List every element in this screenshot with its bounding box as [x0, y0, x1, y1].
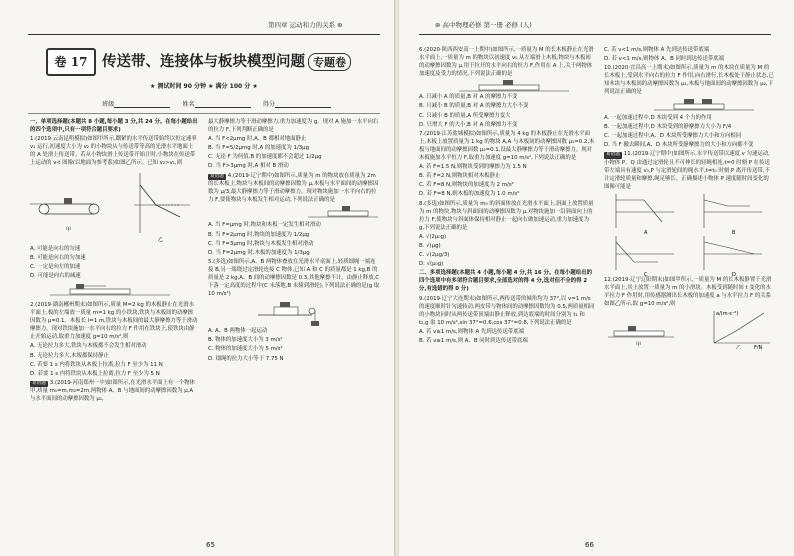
- option-b[interactable]: B. 物体的加速度大小为 3 m/s²: [208, 337, 283, 344]
- left-col-2: [208, 118, 380, 364]
- figure-11-graphs: [604, 192, 774, 276]
- option-b[interactable]: B. 若 F=2 N,则物块相对木板静止: [419, 173, 501, 180]
- graph-label-a: A: [644, 229, 648, 236]
- option-a[interactable]: A. 若 F=1.5 N,则物块受到的摩擦力为 1.5 N: [419, 164, 527, 171]
- score-label: 得分: [262, 101, 276, 108]
- page-title-text: 传送带、连接体与板块模型问题: [102, 54, 305, 70]
- figure-2: [30, 281, 198, 301]
- option-b[interactable]: B. 当 F=5/2μmg 时,A 的加速度为 1/3μg: [208, 145, 310, 152]
- figure-12-xaxis: F/N: [754, 345, 763, 350]
- question-1: 1.(2019·云南昆明模拟)如图甲所示,绷紧的水平传送带始终以恒定速率 v₁ 运行,初速度大小为 v₂ 的小物块从与传送带等高的光滑水平地面上的 A 处滑上传送带。若从小物块滑上传送带开始计时,小物块在传送带上运动的 v-t 图像(以地面为参考系)如图乙所示。已知 v₂>v₁,则: [30, 136, 197, 167]
- figure-11-svg: [604, 192, 774, 276]
- option-d[interactable]: D. 当 F>3μmg 时,A 相对 B 滑动: [208, 163, 289, 170]
- option-c[interactable]: C. 若要 1 s 内将铁块从木板上拉离,拉力 F 至少为 11 N: [30, 361, 163, 368]
- figure-12-yaxis: a/(m·s⁻²): [716, 311, 739, 318]
- option-b[interactable]: B. √(μg): [419, 242, 441, 249]
- left-page-header: 第四章 运动和力的关系 ⊛: [268, 21, 343, 29]
- question-4: 4.(2019·辽宁期中)如图所示,质量为 m 的物块放在质量为 2m 的长木板上,物块与木板间的动摩擦因数为 μ,木板与水平面间的动摩擦因数为 μ/3,最大静摩擦力等于滑动摩擦力。现对物块施加一水平向右的拉力 F,要使物块与木板发生相对运动,下列说法正确的是: [208, 172, 379, 204]
- option-c[interactable]: C. 一起加速过程中,A、D 木块所受摩擦力大小和方向相同: [604, 132, 742, 139]
- figure-6: [419, 79, 595, 93]
- question-3-continued: 最大静摩擦力等于滑动摩擦力,重力加速度为 g。现对 A 施加一水平向右的拉力 F,下列判断正确的是: [208, 119, 379, 134]
- option-c[interactable]: C. 无论 F 为何值,B 的加速度都不会超过 1/2μg: [208, 154, 322, 161]
- right-col-2: [604, 46, 774, 349]
- option-d[interactable]: D. 若 v<1 m/s,则物体 A、B 同时到达传送带底端: [604, 56, 725, 63]
- option-b[interactable]: B. 无论拉力多大,木板都保持静止: [30, 352, 109, 359]
- test-info: ★ 测试时间 90 分钟 ★ 满分 100 分 ★: [150, 83, 258, 90]
- name-field[interactable]: [195, 107, 251, 108]
- figure-5: [208, 299, 380, 327]
- question-10: 10.(2020·宜昌高一上期末)如图所示,质量为 m 的木块在质量为 M 的长木板上,受到水平向右的拉力 F 作用,向右滑行,长木板处于静止状态,已知木块与木板间的动摩擦因数为 μ₁,木板与地面间的动摩擦因数为 μ₂,下列说法正确的是: [604, 65, 774, 96]
- option-a[interactable]: A. A、B 两物体一起运动: [208, 328, 268, 335]
- unit-badge: 卷 17: [46, 48, 96, 76]
- question-tag: 易错题: [210, 173, 224, 179]
- section-heading: 一、单项选择题(本题共 8 小题,每小题 3 分,共 24 分。在每小题给出的四个选项中,只有一项符合题目要求): [30, 119, 198, 134]
- option-c[interactable]: C. 若 F=8 N,则物块的加速度为 2 m/s²: [419, 182, 514, 189]
- score-field[interactable]: [275, 107, 331, 108]
- header-rule: [419, 34, 771, 35]
- figure-4: [208, 205, 380, 221]
- option-d[interactable]: D. 当 F 撤去瞬间,A、D 木块所受静摩擦力的大小和方向都不变: [604, 141, 754, 148]
- figure-10: [604, 98, 774, 114]
- option-a[interactable]: A. 无论拉力多大,铁块与木板都不会发生相对滑动: [30, 343, 147, 350]
- option-d[interactable]: D. 细绳的拉力大小等于 7.75 N: [208, 355, 284, 362]
- title-tag: 专题卷: [308, 53, 351, 71]
- header-rule: [28, 34, 380, 35]
- option-c[interactable]: C. 若 v<1 m/s,则物体 A 先到达传送带底端: [604, 47, 710, 53]
- question-7: 7.(2019·江苏盐城模拟)如图所示,质量为 4 kg 的木板静止在光滑水平面上,木板上放置质量为 1 kg 的物块 A,A 与木板间的动摩擦因数 μ₁=0.2,木板与地面间的动摩擦因数 μ₂=0.1,设最大静摩擦力等于滑动摩擦力。现对木板施加水平恒力 F,取重力加速度 g=10 m/s²,下列说法正确的是: [419, 130, 595, 162]
- option-d[interactable]: D. 只增大 F 的大小,B 对 A 的摩擦力不变: [419, 121, 518, 128]
- figure-4-svg: [208, 205, 380, 221]
- figure-5-svg: [208, 299, 380, 327]
- option-c[interactable]: C. √(2μg/3): [419, 252, 450, 259]
- option-c[interactable]: C. 只减小 B 的质量,A 所受摩擦力变大: [419, 112, 511, 119]
- question-3: 3.(2019·河南郑州一中)如图所示,在光滑水平面上有一个物体甲,质量 m₁=m,m₂=2m,两物体 A、B 与地面间的动摩擦因数为 μ,A 与水平面间的动摩擦因数为 μ₁,: [30, 379, 195, 403]
- question-6: 6.(2020·陕西西安高一上期中)如图所示,一质量为 M 的长木板静止在光滑水平面上,一质量为 m 的物块以初速度 v₀ 从左端滑上木板,物块与木板间的动摩擦因数为 μ,用于拉开的水平向右的恒力 F,作用在 A 上,关于两物体加速度及受力的情况,下列说法正确的是: [419, 47, 594, 78]
- option-a[interactable]: A. 一起加速过程中,D 木块受到 4 个力的作用: [604, 114, 712, 121]
- option-d[interactable]: D. 可能是向右的减速: [30, 272, 81, 279]
- option-a[interactable]: A. √(2μ₀g): [419, 233, 447, 240]
- option-d[interactable]: D. 当 F=2μmg 时,木板的加速度为 1/3μg: [208, 249, 310, 256]
- name-label: 姓名: [182, 101, 195, 108]
- option-b[interactable]: B. 若 v≥1 m/s,则 A、B 同时到达传送带底端: [419, 338, 528, 344]
- question-9: 9.(2019·辽宁大连期末)如图所示,两传送带的倾角均为 37°,以 v=1 m/s 的速度顺时针匀速转动,两皮带与物体间的动摩擦因数均为 0.5,两质量相同的小物块同时从两传送带顶端由静止释放,到达底端的时间分别为 t₁ 和 t₂,g 取 10 m/s²,sin 37°=0.6,cos 37°=0.8,下列说法正确的是: [419, 295, 595, 326]
- option-a[interactable]: A. 当 F=μmg 时,物块和木板一定发生相对滑动: [208, 222, 321, 229]
- left-col-1: [30, 118, 198, 405]
- option-c[interactable]: C. 当 F=3μmg 时,物块与木板发生相对滑动: [208, 240, 314, 247]
- option-a[interactable]: A. 只减小 A 的质量,B 对 A 的摩擦力不变: [419, 94, 518, 101]
- section-heading-2: 二、多项选择题(本题共 4 小题,每小题 4 分,共 16 分。在每小题给出的四个选项中有多项符合题目要求,全部选对的得 4 分,选对但不全的得 2 分,有选错的得 0 分): [419, 270, 592, 293]
- figure-1: [30, 169, 198, 245]
- figure-2-svg: [30, 281, 198, 301]
- option-a[interactable]: A. 若 v≥1 m/s,则物体 A 先到达传送带底端: [419, 328, 524, 335]
- figure-12-svg: [604, 309, 774, 349]
- option-c[interactable]: C. 物体的加速度大小为 5 m/s²: [208, 346, 283, 353]
- info-line: [102, 99, 341, 108]
- option-d[interactable]: D. 若要 1 s 内将铁块从木板上拉离,拉力 F 至少为 5 N: [30, 370, 160, 377]
- option-d[interactable]: D. √(μ₀g): [419, 261, 444, 268]
- divider: [28, 113, 380, 114]
- question-11: 11.(2019·辽宁期中)如图所示,水平传送带以速度 v 匀速运动,小物体 P、Q 由通过定滑轮且不可伸长的轻绳相连,t=0 时刻 P 在传送带左端具有速度 v₀,P 与定滑轮间的绳水平,t=t₀ 时刻 P 离开传送带,不计定滑轮质量和摩擦,绳足够长。正确描述小物体 P 速度随时间变化的图像可能是: [604, 150, 770, 190]
- class-field[interactable]: [114, 107, 170, 108]
- figure-12-label-a: 甲: [636, 342, 642, 349]
- option-b[interactable]: B. 只减小 B 的质量,B 对 A 的摩擦力大小不变: [419, 103, 529, 110]
- question-2: 2.(2019·湖南郴州期末)如图所示,质量 M=2 kg 的木板静止在光滑水平面上,板的左端放一质量 m=1 kg 的小铁块,铁块与木板间的动摩擦因数为 μ=0.1。木板长 l=1 m,铁块与木板间的最大静摩擦力等于滑动摩擦力。现对铁块施加一水平向右的拉力 F 作用在铁块上,使铁块由静止开始运动,取重力加速度 g=10 m/s²,则: [30, 301, 198, 341]
- option-b[interactable]: B. 可能是向右的匀加速: [30, 254, 86, 261]
- graph-label-d: D: [732, 271, 736, 276]
- option-c[interactable]: C. 一定是向左的加速: [30, 263, 81, 270]
- question-5: 5.(多选)如图所示,A、B 两物体叠放在光滑水平桌面上,轻质细绳一端连接 B,另一端绕过定滑轮连接 C 物体,已知 A 和 C 的质量都是 1 kg,B 的质量是 2 kg,A、B 间的动摩擦因数是 0.3,其他摩擦不计。由静止释放,C 下落一定高度的过程中(C 未落地,B 未撞到滑轮),下列说法正确的是(g 取 10 m/s²): [208, 258, 380, 298]
- figure-1-svg: [30, 169, 198, 245]
- page-title: [102, 50, 351, 71]
- question-tag: 易错题: [32, 380, 46, 386]
- page-number: 66: [585, 541, 594, 549]
- figure-6-svg: [419, 79, 595, 93]
- graph-label-c: C: [644, 271, 648, 276]
- question-tag: 易错题: [606, 151, 620, 157]
- right-page: [399, 0, 794, 556]
- option-a[interactable]: A. 当 F<2μmg 时,A、B 都相对地面静止: [208, 136, 307, 143]
- question-8: 8.(多选)如图所示,质量为 m₀ 的斜面体放在光滑水平面上,斜面上放置质量为 m 的物块,物块与斜面间的动摩擦因数为 μ,对物块施加一沿斜面向上的拉力 F,使物块与斜面体保持相对静止一起向右做加速运动,重力加速度为 g,下列说法正确的是: [419, 200, 594, 231]
- right-page-header: ⊛ 高中物理必修 第一册 必修 (人): [435, 21, 532, 29]
- right-col-1: [419, 46, 595, 346]
- figure-1-label-a: 甲: [66, 226, 72, 233]
- left-page: [0, 0, 395, 556]
- graph-label-b: B: [732, 229, 736, 236]
- option-a[interactable]: A. 可能是向右的匀速: [30, 245, 81, 252]
- option-b[interactable]: B. 当 F=2μmg 时,物块的加速度为 1/2μg: [208, 231, 310, 238]
- question-12: 12.(2019·辽宁辽阳期末)如图甲所示,一质量为 M 的长木板静置于光滑水平面上,其上放置一质量为 m 的小滑块。木板受到随时间 t 变化的水平拉力 F 作用时,用传感器测出长木板的加速度 a 与水平拉力 F 的关系如图乙所示,取 g=10 m/s²,则: [604, 276, 772, 308]
- figure-12-label-b: 乙: [736, 345, 742, 350]
- class-label: 班级: [102, 101, 115, 108]
- page-number: 65: [206, 541, 215, 549]
- figure-12: [604, 309, 774, 349]
- option-d[interactable]: D. 若 F=8 N,则木板的加速度为 1.0 m/s²: [419, 191, 520, 198]
- figure-1-label-b: 乙: [158, 236, 164, 243]
- option-b[interactable]: B. 一起加速过程中,D 木块受到的静摩擦力大小为 F/4: [604, 123, 732, 130]
- figure-10-svg: [604, 98, 774, 114]
